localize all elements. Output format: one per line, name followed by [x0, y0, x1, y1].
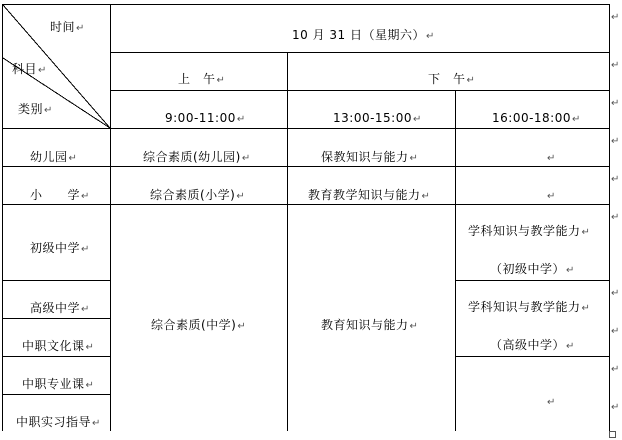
row-label-vocational-culture: 中职文化课↵: [22, 339, 95, 353]
row-end-mark: ↵: [611, 12, 620, 23]
primary-afternoon-subject: 教育教学知识与能力↵: [308, 188, 431, 202]
exam-date: 10 月 31 日（星期六）↵: [292, 28, 435, 42]
corner-subject-label: 科目↵: [12, 62, 47, 76]
row-label-vocational-major: 中职专业课↵: [22, 377, 95, 391]
row-end-mark: ↵: [611, 136, 620, 147]
junior-slot3-subject: 学科知识与教学能力↵: [468, 224, 591, 238]
kindergarten-afternoon-subject: 保教知识与能力↵: [321, 150, 419, 164]
row-label-vocational-internship: 中职实习指导↵: [16, 415, 101, 429]
kindergarten-slot3-empty: ↵: [547, 153, 556, 164]
senior-slot3-subject: 学科知识与教学能力↵: [468, 300, 591, 314]
row-end-mark: ↵: [611, 212, 620, 223]
secondary-afternoon-subject: 教育知识与能力↵: [321, 318, 419, 332]
row-label-junior-high: 初级中学↵: [30, 241, 90, 255]
row-label-primary: 小 学↵: [30, 188, 90, 202]
time-slot-3: 16:00-18:00↵: [492, 111, 581, 125]
time-slot-1: 9:00-11:00↵: [165, 111, 246, 125]
primary-slot3-empty: ↵: [547, 191, 556, 202]
primary-morning-subject: 综合素质(小学)↵: [150, 188, 246, 202]
row-label-senior-high: 高级中学↵: [30, 301, 90, 315]
row-end-mark: ↵: [611, 174, 620, 185]
morning-header: 上 午↵: [178, 72, 226, 86]
time-slot-2: 13:00-15:00↵: [333, 111, 422, 125]
corner-category-label: 类别↵: [18, 102, 53, 116]
row-end-mark: ↵: [611, 326, 620, 337]
kindergarten-morning-subject: 综合素质(幼儿园)↵: [143, 150, 251, 164]
senior-slot3-level: （高级中学）↵: [490, 338, 575, 352]
row-end-mark: ↵: [611, 402, 620, 413]
afternoon-header: 下 午↵: [428, 72, 476, 86]
row-end-mark: ↵: [611, 288, 620, 299]
row-label-kindergarten: 幼儿园↵: [30, 150, 78, 164]
junior-slot3-level: （初级中学）↵: [490, 262, 575, 276]
table-resize-handle[interactable]: [609, 431, 616, 438]
vocational-slot3-empty: ↵: [547, 397, 556, 408]
secondary-morning-subject: 综合素质(中学)↵: [151, 318, 247, 332]
row-end-mark: ↵: [611, 60, 620, 71]
corner-time-label: 时间↵: [50, 20, 85, 34]
row-end-mark: ↵: [611, 98, 620, 109]
row-end-mark: ↵: [611, 364, 620, 375]
